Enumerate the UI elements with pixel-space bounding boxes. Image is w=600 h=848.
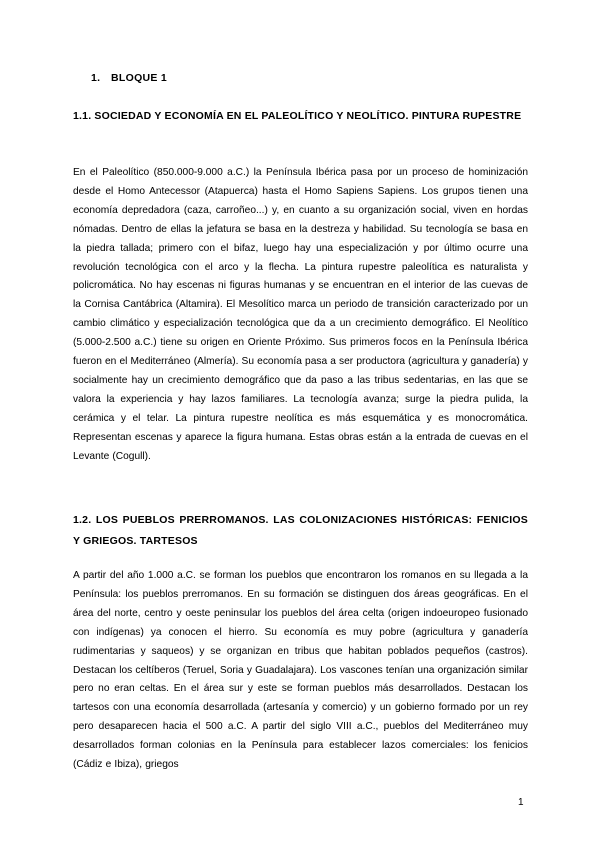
section-heading	[91, 72, 167, 84]
page-number: 1	[518, 797, 524, 808]
subsection-2-paragraph: A partir del año 1.000 a.C. se forman los pueblos que encontraron los romanos en su llegada a la Península: los pueblos prerromanos. En su formación se distinguen dos áreas geográficas. En el área del norte, centro y oeste peninsular los pueblos del área celta (origen indoeuropeo fusionado con indígenas) ya conocen el hierro. Su economía es muy pobre (agricultura y ganadería rudimentarias y saqueos) y se organizan en tribus que habitan poblados pequeños (castros). Destacan los celtíberos (Teruel, Soria y Guadalajara). Los vascones tenían una organización similar pero no eran celtas. En el área sur y este se forman pueblos más desarrollados. Destacan los tartesos con una economía desarrollada (artesanía y comercio) y un gobierno formado por un rey pero desaparecen hacia el 500 a.C. A partir del siglo VIII a.C., pueblos del Mediterráneo muy desarrollados forman colonias en la Península para establecer lazos comerciales: los fenicios (Cádiz e Ibiza), griegos	[73, 570, 528, 771]
subsection-1-heading: 1.1. SOCIEDAD Y ECONOMÍA EN EL PALEOLÍTICO Y NEOLÍTICO. PINTURA RUPESTRE	[73, 110, 522, 122]
subsection-2-heading: 1.2. LOS PUEBLOS PRERROMANOS. LAS COLONIZACIONES HISTÓRICAS: FENICIOS Y GRIEGOS. TARTESOS	[73, 514, 528, 547]
section-title: BLOQUE 1	[111, 72, 168, 84]
subsection-1-paragraph: En el Paleolítico (850.000-9.000 a.C.) la Península Ibérica pasa por un proceso de hominización desde el Homo Antecessor (Atapuerca) hasta el Homo Sapiens Sapiens. Los grupos tienen una economía depredadora (caza, carroñeo...) y, en cuanto a su organización social, viven en hordas nómadas. Dentro de ellas la jefatura se basa en la destreza y habilidad. Su tecnología se basa en la piedra tallada; primero con el bifaz, luego hay una especialización y por último ocurre una revolución tecnológica con el arco y la flecha. La pintura rupestre paleolítica es naturalista y policromática. No hay escenas ni figuras humanas y se encuentran en el interior de las cuevas de la Cornisa Cantábrica (Altamira). El Mesolítico marca un periodo de transición caracterizado por un cambio climático y especialización tecnológica que da a un crecimiento demográfico. El Neolítico (5.000-2.500 a.C.) tiene su origen en Oriente Próximo. Sus primeros focos en la Península Ibérica fueron en el Mediterráneo (Almería). Su economía pasa a ser productora (agricultura y ganadería) y socialmente hay un crecimiento demográfico que da paso a las tribus sedentarias, en las que se valora la experiencia y hay lazos familiares. La tecnología avanza; surge la piedra pulida, la cerámica y el telar. La pintura rupestre neolítica es más esquemática y es monocromática. Representan escenas y aparece la figura humana. Estas obras están a la entrada de cuevas en el Levante (Cogull).	[73, 167, 528, 462]
section-number: 1.	[91, 72, 101, 84]
